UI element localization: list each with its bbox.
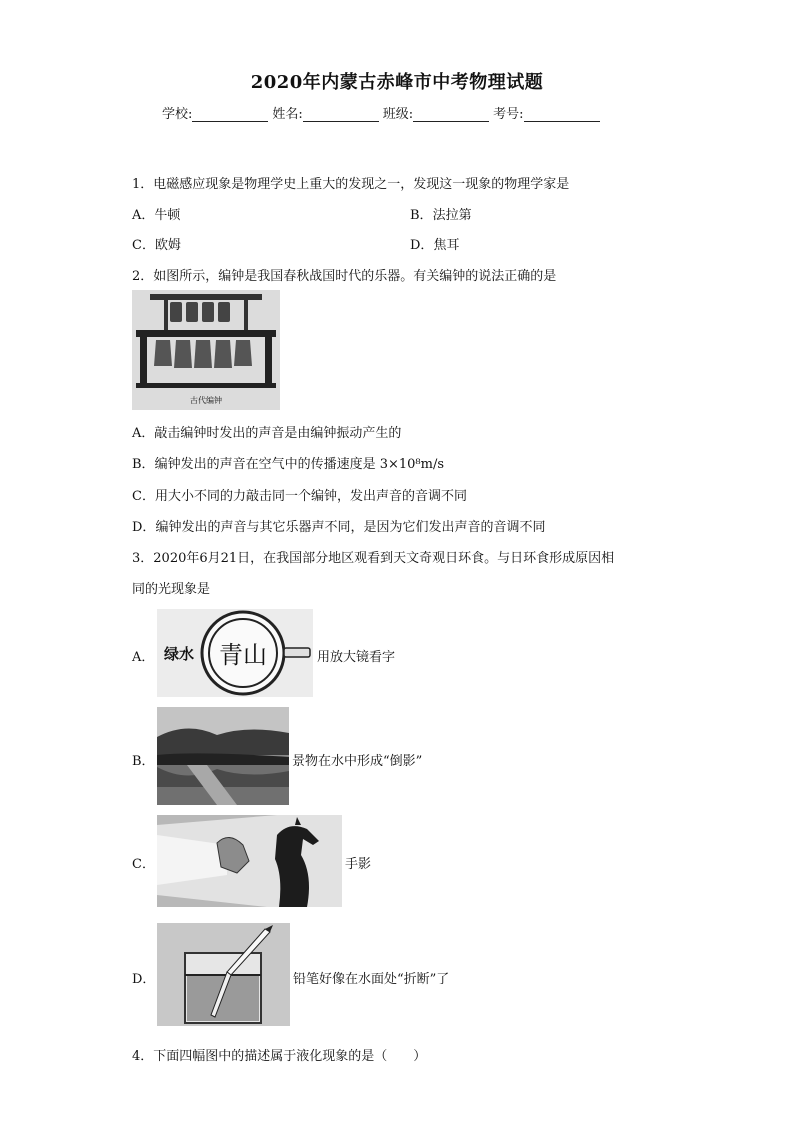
figure-caption: 古代编钟 — [190, 396, 222, 405]
option-key: D． — [410, 238, 434, 253]
exam-title: 2020年内蒙古赤峰市中考物理试题 — [250, 72, 544, 93]
reflection-illustration — [157, 707, 289, 805]
bianzhong-illustration — [132, 290, 280, 410]
q3-option-c-text: 手影 — [345, 857, 372, 872]
option-text: 焦耳 — [433, 238, 460, 253]
q1-option-c[interactable] — [132, 234, 181, 253]
option-key: C． — [132, 489, 155, 504]
option-text: 法拉第 — [432, 208, 472, 223]
q2-stem: 2．如图所示，编钟是我国春秋战国时代的乐器。有关编钟的说法正确的是 — [132, 269, 557, 284]
school-blank[interactable] — [192, 109, 268, 122]
option-key: B． — [410, 208, 433, 223]
option-key: B． — [132, 457, 155, 472]
hand-shadow-illustration — [157, 815, 342, 907]
q3-option-b-text: 景物在水中形成“倒影” — [292, 754, 423, 769]
q3-option-a-text: 用放大镜看字 — [317, 650, 396, 665]
option-key: A． — [132, 426, 155, 441]
hand-shadow-figure — [157, 815, 342, 907]
q2-option-d[interactable] — [132, 516, 545, 535]
q1-option-a[interactable] — [132, 204, 180, 223]
option-text: 敲击编钟时发出的声音是由编钟振动产生的 — [154, 426, 402, 441]
q3-option-d-text: 铅笔好像在水面处“折断”了 — [293, 972, 450, 987]
id-blank[interactable] — [524, 109, 600, 122]
id-label: 考号: — [493, 107, 524, 122]
school-label: 学校: — [162, 107, 193, 122]
q2-option-b[interactable] — [132, 453, 444, 472]
magnifier-text-left: 绿水 — [163, 645, 195, 663]
q3-option-a-key[interactable]: A． — [132, 650, 155, 665]
q3-stem-line1: 3．2020年6月21日，在我国部分地区观看到天文奇观日环食。与日环食形成原因相 — [132, 551, 615, 566]
q3-stem-line2: 同的光现象是 — [132, 582, 211, 597]
reflection-figure — [157, 707, 289, 805]
q2-option-a[interactable] — [132, 422, 401, 441]
option-text: 编钟发出的声音在空气中的传播速度是 3×10⁸m/s — [154, 457, 444, 472]
magnifier-figure — [157, 609, 313, 697]
option-text: 欧姆 — [154, 238, 181, 253]
name-label: 姓名: — [272, 107, 303, 122]
class-blank[interactable] — [413, 109, 489, 122]
student-info-row — [162, 103, 604, 122]
class-label: 班级: — [382, 107, 414, 122]
q1-option-b[interactable] — [410, 204, 472, 223]
q1-option-d[interactable] — [410, 234, 459, 253]
option-text: 牛顿 — [154, 208, 181, 223]
option-key: C． — [132, 238, 155, 253]
q3-option-b-key[interactable]: B． — [132, 754, 155, 769]
q3-option-d-key[interactable]: D． — [132, 972, 156, 987]
option-text: 编钟发出的声音与其它乐器声不同，是因为它们发出声音的音调不同 — [155, 520, 546, 535]
option-text: 用大小不同的力敲击同一个编钟，发出声音的音调不同 — [154, 489, 467, 504]
option-key: A． — [132, 208, 155, 223]
bianzhong-figure — [132, 290, 280, 410]
pencil-in-water-illustration — [157, 923, 290, 1026]
magnifier-text-center: 青山 — [219, 641, 267, 669]
q1-stem: 1．电磁感应现象是物理学史上重大的发现之一，发现这一现象的物理学家是 — [132, 177, 570, 192]
pencil-in-water-figure — [157, 923, 290, 1026]
magnifier-illustration — [157, 609, 313, 697]
q2-option-c[interactable] — [132, 485, 467, 504]
q4-stem: 4．下面四幅图中的描述属于液化现象的是（ ） — [132, 1049, 427, 1064]
name-blank[interactable] — [303, 109, 379, 122]
option-key: D． — [132, 520, 156, 535]
q3-option-c-key[interactable]: C． — [132, 857, 155, 872]
